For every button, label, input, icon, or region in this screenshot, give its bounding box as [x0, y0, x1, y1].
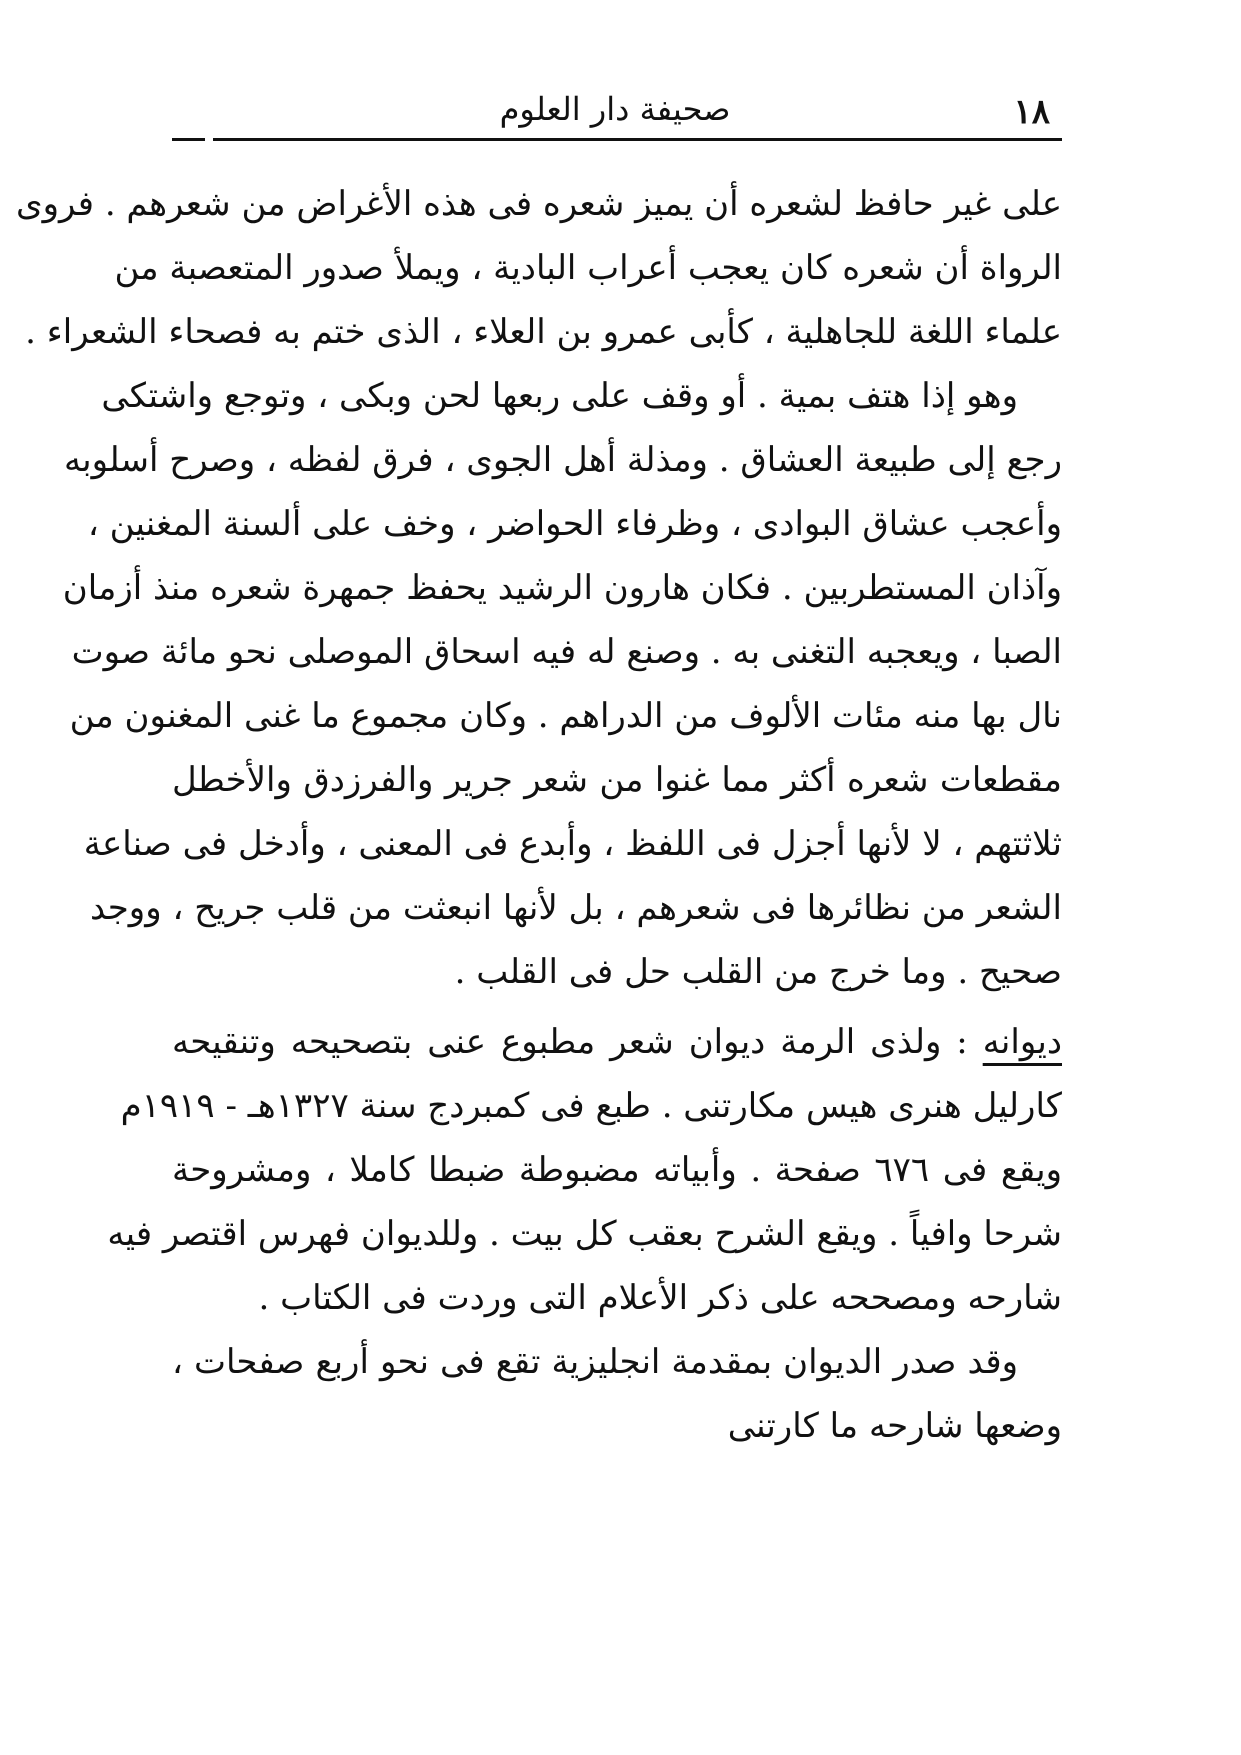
text-line: [172, 1010, 1062, 1074]
text-line: ويقع فى ٦٧٦ صفحة . وأبياته مضبوطة ضبطا كاملا ، ومشروحة: [172, 1150, 1062, 1190]
text-line: صحيح . وما خرج من القلب حل فى القلب .: [454, 952, 1062, 992]
text-line: كارليل هنرى هيس مكارتنى . طبع فى كمبردج سنة ١٣٢٧هـ - ١٩١٩م: [120, 1086, 1062, 1126]
header-rule: [172, 138, 1062, 141]
text-line: علماء اللغة للجاهلية ، كأبى عمرو بن العلاء ، الذى ختم به فصحاء الشعراء .: [25, 312, 1062, 352]
text-line: رجع إلى طبيعة العشاق . ومذلة أهل الجوى ، فرق لفظه ، وصرح أسلوبه: [63, 440, 1062, 480]
paragraph: [62, 364, 1062, 1004]
text-line: نال بها منه مئات الألوف من الدراهم . وكان مجموع ما غنى المغنون من: [69, 696, 1062, 736]
text-line: وقد صدر الديوان بمقدمة انجليزية تقع فى نحو أربع صفحات ،: [172, 1342, 1018, 1382]
text-line: شارحه ومصححه على ذكر الأعلام التى وردت فى الكتاب .: [258, 1278, 1062, 1318]
text-line: على غير حافظ لشعره أن يميز شعره فى هذه الأغراض من شعرهم . فروى: [15, 184, 1062, 224]
journal-title: صحيفة دار العلوم: [499, 90, 731, 128]
page-number: ١٨: [1013, 92, 1050, 132]
text-line: الرواة أن شعره كان يعجب أعراب البادية ، ويملأ صدور المتعصبة من: [114, 248, 1062, 288]
text-line: مقطعات شعره أكثر مما غنوا من شعر جرير والفرزدق والأخطل: [172, 760, 1062, 800]
text-line: ثلاثتهم ، لا لأنها أجزل فى اللفظ ، وأبدع فى المعنى ، وأدخل فى صناعة: [83, 824, 1062, 864]
text-fragment: : ولذى الرمة ديوان شعر مطبوع عنى بتصحيحه وتنقيحه: [172, 1022, 983, 1062]
paragraph: [107, 1010, 1062, 1330]
paragraph: [172, 1330, 1062, 1458]
running-header: [170, 82, 1060, 132]
body-text: [15, 172, 1062, 1458]
text-line: وهو إذا هتف بمية . أو وقف على ربعها لحن وبكى ، وتوجع واشتكى: [101, 376, 1018, 416]
text-line: وأعجب عشاق البوادى ، وظرفاء الحواضر ، وخف على ألسنة المغنين ،: [87, 504, 1062, 544]
text-line: شرحا وافياً . ويقع الشرح بعقب كل بيت . وللديوان فهرس اقتصر فيه: [107, 1214, 1062, 1254]
header-rule-break: [205, 136, 213, 143]
run-in-heading: ديوانه: [982, 1022, 1062, 1062]
text-line: وضعها شارحه ما كارتنى: [727, 1406, 1062, 1446]
paragraph: [15, 172, 1062, 364]
text-line: وآذان المستطربين . فكان هارون الرشيد يحفظ جمهرة شعره منذ أزمان: [62, 568, 1062, 608]
text-line: الصبا ، ويعجبه التغنى به . وصنع له فيه اسحاق الموصلى نحو مائة صوت: [71, 632, 1062, 672]
text-line: الشعر من نظائرها فى شعرهم ، بل لأنها انبعثت من قلب جريح ، ووجد: [89, 888, 1062, 928]
